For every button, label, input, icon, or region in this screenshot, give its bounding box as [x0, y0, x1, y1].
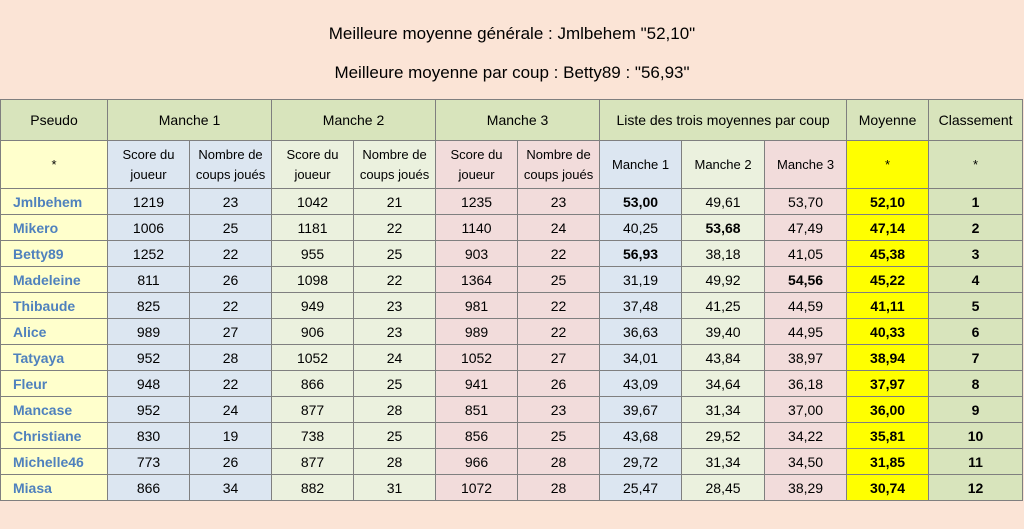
cell-avg-1: 25,47	[600, 475, 682, 501]
cell-avg-3: 54,56	[765, 267, 847, 293]
cell-avg-3: 36,18	[765, 371, 847, 397]
table-row	[1, 423, 1023, 449]
header-pseudo: Pseudo	[1, 100, 108, 141]
cell-avg-3: 38,97	[765, 345, 847, 371]
table-row	[1, 215, 1023, 241]
cell-coups-3: 24	[518, 215, 600, 241]
cell-avg-1: 43,09	[600, 371, 682, 397]
cell-score-1: 989	[108, 319, 190, 345]
table-row	[1, 319, 1023, 345]
cell-moyenne: 37,97	[847, 371, 929, 397]
cell-classement: 3	[929, 241, 1023, 267]
cell-classement: 9	[929, 397, 1023, 423]
cell-avg-3: 37,00	[765, 397, 847, 423]
cell-pseudo: Fleur	[1, 371, 108, 397]
cell-score-3: 1364	[436, 267, 518, 293]
cell-avg-3: 44,95	[765, 319, 847, 345]
cell-avg-2: 38,18	[682, 241, 765, 267]
cell-score-1: 1219	[108, 189, 190, 215]
cell-avg-3: 41,05	[765, 241, 847, 267]
cell-moyenne: 45,38	[847, 241, 929, 267]
cell-score-3: 1072	[436, 475, 518, 501]
table-row	[1, 293, 1023, 319]
cell-avg-2: 49,61	[682, 189, 765, 215]
cell-classement: 5	[929, 293, 1023, 319]
table-row	[1, 189, 1023, 215]
cell-coups-2: 23	[354, 293, 436, 319]
subheader-coups-3: Nombre de coups joués	[518, 141, 600, 189]
cell-avg-2: 29,52	[682, 423, 765, 449]
cell-pseudo: Mancase	[1, 397, 108, 423]
cell-coups-3: 22	[518, 293, 600, 319]
subheader-coups-2: Nombre de coups joués	[354, 141, 436, 189]
cell-pseudo: Miasa	[1, 475, 108, 501]
cell-score-2: 882	[272, 475, 354, 501]
cell-pseudo: Thibaude	[1, 293, 108, 319]
cell-coups-1: 19	[190, 423, 272, 449]
cell-pseudo: Tatyaya	[1, 345, 108, 371]
cell-score-3: 851	[436, 397, 518, 423]
cell-coups-3: 28	[518, 449, 600, 475]
table-row	[1, 241, 1023, 267]
cell-coups-2: 25	[354, 371, 436, 397]
cell-score-2: 906	[272, 319, 354, 345]
cell-score-2: 866	[272, 371, 354, 397]
cell-avg-2: 31,34	[682, 397, 765, 423]
cell-coups-2: 25	[354, 423, 436, 449]
cell-coups-1: 22	[190, 371, 272, 397]
table-row	[1, 345, 1023, 371]
best-per-stroke-average-title: Meilleure moyenne par coup : Betty89 : "56,93"	[334, 63, 690, 82]
cell-score-3: 903	[436, 241, 518, 267]
cell-coups-3: 28	[518, 475, 600, 501]
cell-coups-2: 28	[354, 397, 436, 423]
cell-avg-2: 49,92	[682, 267, 765, 293]
cell-score-1: 811	[108, 267, 190, 293]
cell-score-1: 773	[108, 449, 190, 475]
cell-pseudo: Betty89	[1, 241, 108, 267]
cell-coups-3: 23	[518, 397, 600, 423]
cell-coups-2: 25	[354, 241, 436, 267]
cell-moyenne: 36,00	[847, 397, 929, 423]
cell-score-2: 1052	[272, 345, 354, 371]
header-moyenne: Moyenne	[847, 100, 929, 141]
cell-avg-3: 34,50	[765, 449, 847, 475]
cell-coups-1: 27	[190, 319, 272, 345]
cell-moyenne: 40,33	[847, 319, 929, 345]
cell-score-1: 1252	[108, 241, 190, 267]
subheader-score-3: Score du joueur	[436, 141, 518, 189]
cell-coups-1: 28	[190, 345, 272, 371]
cell-score-1: 952	[108, 397, 190, 423]
subheader-moyenne-star: *	[847, 141, 929, 189]
cell-coups-1: 26	[190, 267, 272, 293]
cell-coups-3: 27	[518, 345, 600, 371]
cell-coups-2: 31	[354, 475, 436, 501]
cell-score-3: 1140	[436, 215, 518, 241]
cell-score-1: 1006	[108, 215, 190, 241]
results-table	[0, 99, 1023, 501]
cell-coups-2: 22	[354, 267, 436, 293]
cell-pseudo: Madeleine	[1, 267, 108, 293]
table-row	[1, 475, 1023, 501]
cell-moyenne: 52,10	[847, 189, 929, 215]
cell-score-3: 981	[436, 293, 518, 319]
cell-score-2: 1098	[272, 267, 354, 293]
cell-coups-1: 24	[190, 397, 272, 423]
cell-avg-2: 39,40	[682, 319, 765, 345]
cell-moyenne: 45,22	[847, 267, 929, 293]
header-row	[1, 100, 1023, 141]
table-row	[1, 371, 1023, 397]
subheader-score-1: Score du joueur	[108, 141, 190, 189]
cell-score-3: 941	[436, 371, 518, 397]
cell-score-2: 738	[272, 423, 354, 449]
cell-score-2: 949	[272, 293, 354, 319]
cell-score-3: 966	[436, 449, 518, 475]
cell-coups-2: 28	[354, 449, 436, 475]
cell-moyenne: 41,11	[847, 293, 929, 319]
cell-score-3: 1235	[436, 189, 518, 215]
cell-score-1: 948	[108, 371, 190, 397]
cell-coups-1: 22	[190, 293, 272, 319]
cell-moyenne: 31,85	[847, 449, 929, 475]
cell-moyenne: 30,74	[847, 475, 929, 501]
table-row	[1, 397, 1023, 423]
cell-coups-3: 26	[518, 371, 600, 397]
header-manche-2: Manche 2	[272, 100, 436, 141]
cell-coups-3: 25	[518, 423, 600, 449]
header-manche-1: Manche 1	[108, 100, 272, 141]
cell-moyenne: 47,14	[847, 215, 929, 241]
cell-avg-1: 34,01	[600, 345, 682, 371]
cell-avg-1: 36,63	[600, 319, 682, 345]
cell-avg-1: 31,19	[600, 267, 682, 293]
subheader-avg-manche-1: Manche 1	[600, 141, 682, 189]
cell-coups-3: 25	[518, 267, 600, 293]
cell-coups-2: 21	[354, 189, 436, 215]
cell-score-3: 989	[436, 319, 518, 345]
header-averages-list: Liste des trois moyennes par coup	[600, 100, 847, 141]
cell-score-2: 955	[272, 241, 354, 267]
cell-coups-2: 24	[354, 345, 436, 371]
cell-avg-3: 53,70	[765, 189, 847, 215]
cell-classement: 12	[929, 475, 1023, 501]
cell-coups-3: 22	[518, 319, 600, 345]
cell-score-2: 1042	[272, 189, 354, 215]
cell-classement: 2	[929, 215, 1023, 241]
cell-avg-1: 53,00	[600, 189, 682, 215]
cell-avg-2: 34,64	[682, 371, 765, 397]
cell-score-2: 1181	[272, 215, 354, 241]
cell-classement: 1	[929, 189, 1023, 215]
cell-classement: 4	[929, 267, 1023, 293]
table-row	[1, 449, 1023, 475]
cell-score-3: 856	[436, 423, 518, 449]
cell-moyenne: 35,81	[847, 423, 929, 449]
cell-avg-1: 37,48	[600, 293, 682, 319]
cell-pseudo: Christiane	[1, 423, 108, 449]
table-row	[1, 267, 1023, 293]
cell-coups-2: 22	[354, 215, 436, 241]
cell-avg-3: 38,29	[765, 475, 847, 501]
cell-avg-1: 39,67	[600, 397, 682, 423]
cell-avg-2: 41,25	[682, 293, 765, 319]
cell-pseudo: Jmlbehem	[1, 189, 108, 215]
cell-moyenne: 38,94	[847, 345, 929, 371]
subheader-score-2: Score du joueur	[272, 141, 354, 189]
cell-avg-1: 43,68	[600, 423, 682, 449]
cell-avg-3: 44,59	[765, 293, 847, 319]
best-overall-average-title: Meilleure moyenne générale : Jmlbehem "52,10"	[328, 24, 696, 43]
cell-score-1: 825	[108, 293, 190, 319]
header-classement: Classement	[929, 100, 1023, 141]
cell-avg-2: 53,68	[682, 215, 765, 241]
subheader-pseudo-star: *	[1, 141, 108, 189]
cell-coups-1: 23	[190, 189, 272, 215]
subheader-avg-manche-2: Manche 2	[682, 141, 765, 189]
cell-score-2: 877	[272, 449, 354, 475]
cell-coups-1: 26	[190, 449, 272, 475]
subheader-classement-star: *	[929, 141, 1023, 189]
cell-pseudo: Mikero	[1, 215, 108, 241]
cell-coups-2: 23	[354, 319, 436, 345]
cell-classement: 11	[929, 449, 1023, 475]
cell-coups-3: 22	[518, 241, 600, 267]
subheader-row	[1, 141, 1023, 189]
cell-avg-1: 56,93	[600, 241, 682, 267]
cell-avg-2: 31,34	[682, 449, 765, 475]
cell-avg-2: 28,45	[682, 475, 765, 501]
cell-avg-3: 34,22	[765, 423, 847, 449]
cell-pseudo: Alice	[1, 319, 108, 345]
cell-avg-1: 40,25	[600, 215, 682, 241]
cell-coups-1: 34	[190, 475, 272, 501]
subheader-coups-1: Nombre de coups joués	[190, 141, 272, 189]
cell-coups-1: 25	[190, 215, 272, 241]
cell-avg-1: 29,72	[600, 449, 682, 475]
cell-classement: 7	[929, 345, 1023, 371]
cell-score-1: 830	[108, 423, 190, 449]
cell-coups-1: 22	[190, 241, 272, 267]
subheader-avg-manche-3: Manche 3	[765, 141, 847, 189]
header-manche-3: Manche 3	[436, 100, 600, 141]
cell-avg-3: 47,49	[765, 215, 847, 241]
cell-classement: 6	[929, 319, 1023, 345]
cell-score-1: 952	[108, 345, 190, 371]
cell-classement: 8	[929, 371, 1023, 397]
cell-pseudo: Michelle46	[1, 449, 108, 475]
cell-coups-3: 23	[518, 189, 600, 215]
cell-classement: 10	[929, 423, 1023, 449]
cell-avg-2: 43,84	[682, 345, 765, 371]
cell-score-3: 1052	[436, 345, 518, 371]
cell-score-2: 877	[272, 397, 354, 423]
cell-score-1: 866	[108, 475, 190, 501]
